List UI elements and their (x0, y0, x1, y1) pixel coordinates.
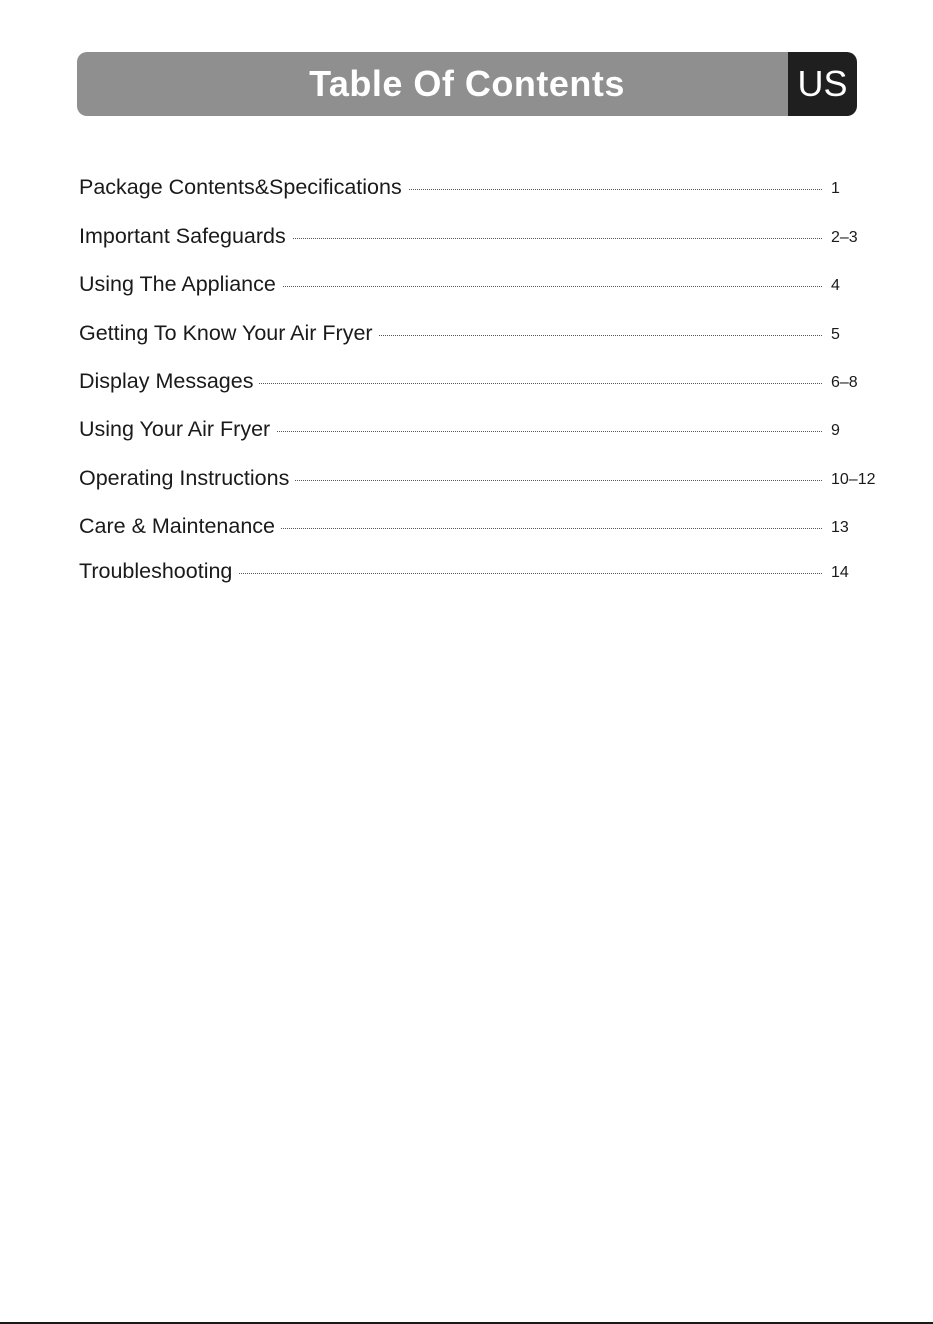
page-title: Table Of Contents (309, 63, 625, 104)
toc-item-label: Using The Appliance (79, 267, 282, 301)
toc-item[interactable] (79, 412, 889, 446)
toc-item-page: 9 (831, 422, 840, 439)
toc-item[interactable] (79, 219, 889, 253)
toc-item-label: Package Contents&Specifications (79, 170, 408, 204)
toc-item-label: Important Safeguards (79, 219, 292, 253)
toc-item-label: Display Messages (79, 364, 259, 398)
toc-item[interactable] (79, 554, 889, 588)
toc-item-page: 5 (831, 326, 840, 343)
toc-item-page: 4 (831, 277, 840, 294)
toc-item[interactable] (79, 509, 889, 543)
toc-item-label: Troubleshooting (79, 554, 238, 588)
toc-item-page: 13 (831, 519, 849, 536)
toc-item-page: 6–8 (831, 374, 858, 391)
toc-item-label: Operating Instructions (79, 461, 295, 495)
toc-item-page: 10–12 (831, 471, 876, 488)
toc-item-page: 1 (831, 180, 840, 197)
toc-item[interactable] (79, 364, 889, 398)
toc-item[interactable] (79, 461, 889, 495)
toc-item-page: 2–3 (831, 229, 858, 246)
region-badge: US (788, 52, 857, 116)
toc-item-page: 14 (831, 564, 849, 581)
toc-item[interactable] (79, 267, 889, 301)
toc-item[interactable] (79, 316, 889, 350)
toc-item-label: Using Your Air Fryer (79, 412, 276, 446)
toc-item[interactable] (79, 170, 889, 204)
toc-header-bar (77, 52, 857, 116)
toc-item-label: Care & Maintenance (79, 509, 281, 543)
toc-item-label: Getting To Know Your Air Fryer (79, 316, 379, 350)
